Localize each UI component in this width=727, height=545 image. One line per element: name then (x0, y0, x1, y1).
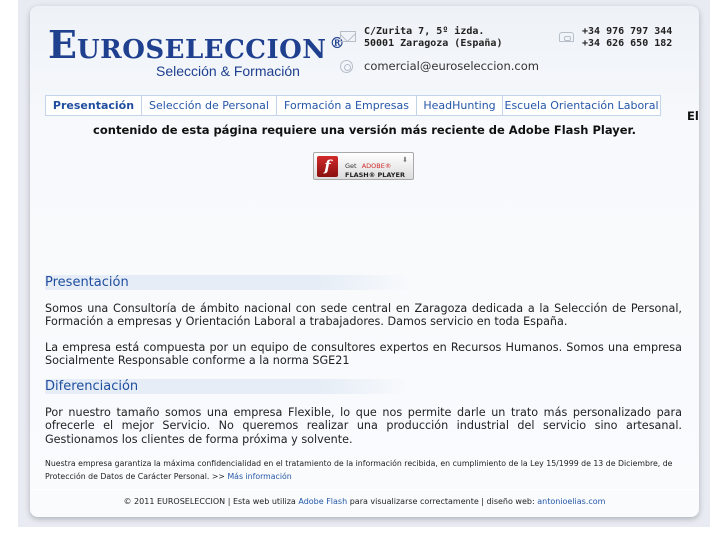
tab-headhunting[interactable]: HeadHunting (417, 95, 503, 116)
flash-badge-player: FLASH® PLAYER (345, 171, 405, 179)
designer-link[interactable]: antonioelias.com (537, 497, 606, 506)
logo-tagline: Selección & Formación (156, 63, 300, 79)
privacy-text: Nuestra empresa garantiza la máxima confidencialidad en el tratamiento de la información recibida, en cumplimiento de la Ley 15/1999 de 13 de Diciembre, de Protección de Datos de Carácter Personal. >> (45, 459, 673, 481)
email-link[interactable]: comercial@euroseleccion.com (364, 59, 539, 73)
section-title-presentacion: Presentación (45, 275, 410, 290)
section-title-diferenciacion: Diferenciación (45, 379, 410, 394)
presentacion-paragraph-2: La empresa está compuesta por un equipo de consultores expertos en Recursos Humanos. Somos una empresa Socialmente Responsable conforme a la norma SGE21 (45, 341, 682, 368)
address-line-1: C/Zurita 7, 5º izda. (364, 26, 485, 37)
address-line-2: 50001 Zaragoza (España) (364, 37, 503, 49)
phone-line-2: +34 626 650 182 (582, 37, 673, 49)
tab-presentacion[interactable]: Presentación (45, 95, 142, 116)
logo-wordmark (48, 22, 345, 67)
tab-seleccion-de-personal[interactable]: Selección de Personal (142, 95, 277, 116)
main-nav (45, 95, 661, 116)
more-info-link[interactable]: Más información (227, 471, 292, 481)
get-flash-player-button[interactable] (313, 152, 414, 180)
logo-rest: UROSELECCION (76, 35, 327, 65)
download-arrow-icon: ⬇ (402, 156, 408, 164)
footer-divider (30, 489, 699, 490)
footer (30, 497, 699, 506)
flash-message-start: El (687, 109, 699, 123)
presentacion-paragraph-1: Somos una Consultoría de ámbito nacional con sede central en Zaragoza dedicada a la Selección de Personal, Formación a empresas y Orientación Laboral a trabajadores. Damos servicio en toda España. (45, 302, 682, 329)
logo[interactable] (48, 22, 345, 82)
flash-player-icon: f (317, 156, 338, 177)
diferenciacion-paragraph: Por nuestro tamaño somos una empresa Flexible, lo que nos permite darle un trato más personalizado para ofrecerle el mejor Servicio. No queremos realizar una producción industrial del servicio sino artesanal. Gestionamos los clientes de forma próxima y solvente. (45, 406, 682, 446)
envelope-icon (340, 31, 356, 42)
flash-badge-adobe: ADOBE® (361, 162, 392, 170)
flash-badge-text (345, 158, 405, 180)
at-sign-icon (340, 60, 353, 73)
tab-escuela-orientacion-laboral[interactable]: Escuela Orientación Laboral (503, 95, 661, 116)
footer-copyright: © 2011 EUROSELECCION | Esta web utiliza (123, 497, 299, 506)
privacy-notice (45, 458, 685, 483)
logo-initial: E (48, 22, 77, 67)
logo-registered: ® (329, 34, 345, 52)
footer-middle: para visualizarse correctamente | diseño web: (347, 497, 538, 506)
phone-line-1: +34 976 797 344 (582, 26, 673, 37)
telephone-icon (559, 32, 574, 42)
adobe-flash-link[interactable]: Adobe Flash (298, 497, 348, 506)
flash-badge-get: Get (345, 162, 357, 170)
tab-formacion-a-empresas[interactable]: Formación a Empresas (277, 95, 417, 116)
flash-required-message: contenido de esta página requiere una versión más reciente de Adobe Flash Player. (93, 123, 636, 137)
